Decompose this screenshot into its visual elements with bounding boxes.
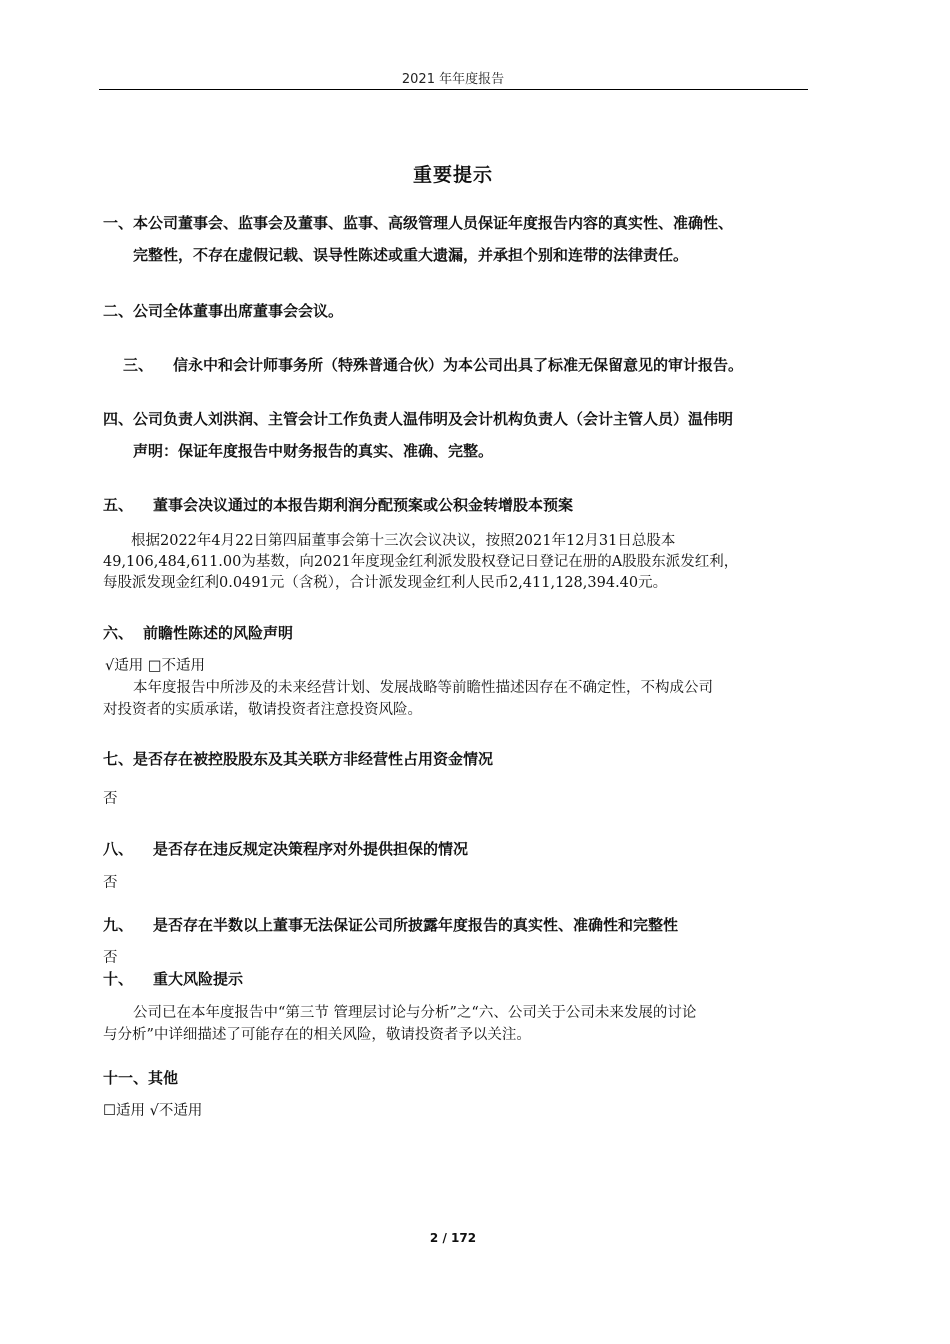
- section-10-title: 重大风险提示: [153, 970, 244, 988]
- section-7-answer: 否: [103, 791, 118, 807]
- header-rule: [99, 89, 808, 90]
- section-4-line-2: 声明：保证年度报告中财务报告的真实、准确、完整。: [133, 442, 494, 460]
- running-header: 2021 年年度报告: [401, 72, 505, 87]
- section-10-para-line-2: 与分析”中详细描述了可能存在的相关风险，敬请投资者予以关注。: [103, 1027, 531, 1043]
- section-9-number: 九、: [103, 916, 134, 934]
- section-10-para-line-1: 公司已在本年度报告中“第三节 管理层讨论与分析”之“六、公司关于公司未来发展的讨论: [133, 1005, 697, 1021]
- section-1-line-2: 完整性，不存在虚假记载、误导性陈述或重大遗漏，并承担个别和连带的法律责任。: [133, 246, 689, 264]
- section-11-title: 十一、其他: [103, 1069, 179, 1087]
- section-5-title: 董事会决议通过的本报告期利润分配预案或公积金转增股本预案: [153, 496, 574, 514]
- section-5-para-line-3: 每股派发现金红利0.0491元（含税），合计派发现金红利人民币2,411,128,394.40元。: [103, 575, 668, 591]
- page-title: 重要提示: [412, 164, 493, 186]
- section-2: 二、公司全体董事出席董事会会议。: [103, 302, 344, 320]
- section-6-number: 六、: [103, 624, 134, 642]
- section-8-title: 是否存在违反规定决策程序对外提供担保的情况: [153, 840, 469, 858]
- section-6-para-line-2: 对投资者的实质承诺，敬请投资者注意投资风险。: [103, 702, 422, 718]
- section-10-number: 十、: [103, 970, 134, 988]
- section-6-title: 前瞻性陈述的风险声明: [143, 624, 294, 642]
- section-9-answer: 否: [103, 950, 118, 966]
- section-4-line-1: 四、公司负责人刘洪润、主管会计工作负责人温伟明及会计机构负责人（会计主管人员）温伟明: [103, 410, 734, 428]
- section-8-answer: 否: [103, 875, 118, 891]
- section-5-para-line-1: 根据2022年4月22日第四届董事会第十三次会议决议，按照2021年12月31日总股本: [131, 533, 676, 549]
- section-11-applicability: ☐适用 √不适用: [103, 1103, 203, 1119]
- page-number: 2 / 172: [429, 1231, 477, 1245]
- section-3-text: 信永中和会计师事务所（特殊普通合伙）为本公司出具了标准无保留意见的审计报告。: [173, 356, 744, 374]
- section-6-para-line-1: 本年度报告中所涉及的未来经营计划、发展战略等前瞻性描述因存在不确定性，不构成公司: [133, 680, 713, 696]
- section-8-number: 八、: [103, 840, 134, 858]
- section-1-line-1: 一、本公司董事会、监事会及董事、监事、高级管理人员保证年度报告内容的真实性、准确性、: [103, 214, 734, 232]
- section-9-title: 是否存在半数以上董事无法保证公司所披露年度报告的真实性、准确性和完整性: [153, 916, 679, 934]
- section-6-applicability: √适用 □不适用: [105, 658, 206, 674]
- section-3-number: 三、: [123, 356, 154, 374]
- section-5-number: 五、: [103, 496, 134, 514]
- section-5-para-line-2: 49,106,484,611.00为基数，向2021年度现金红利派发股权登记日登记在册的A股股东派发红利，: [103, 554, 739, 570]
- section-7-title: 七、是否存在被控股股东及其关联方非经营性占用资金情况: [103, 750, 494, 768]
